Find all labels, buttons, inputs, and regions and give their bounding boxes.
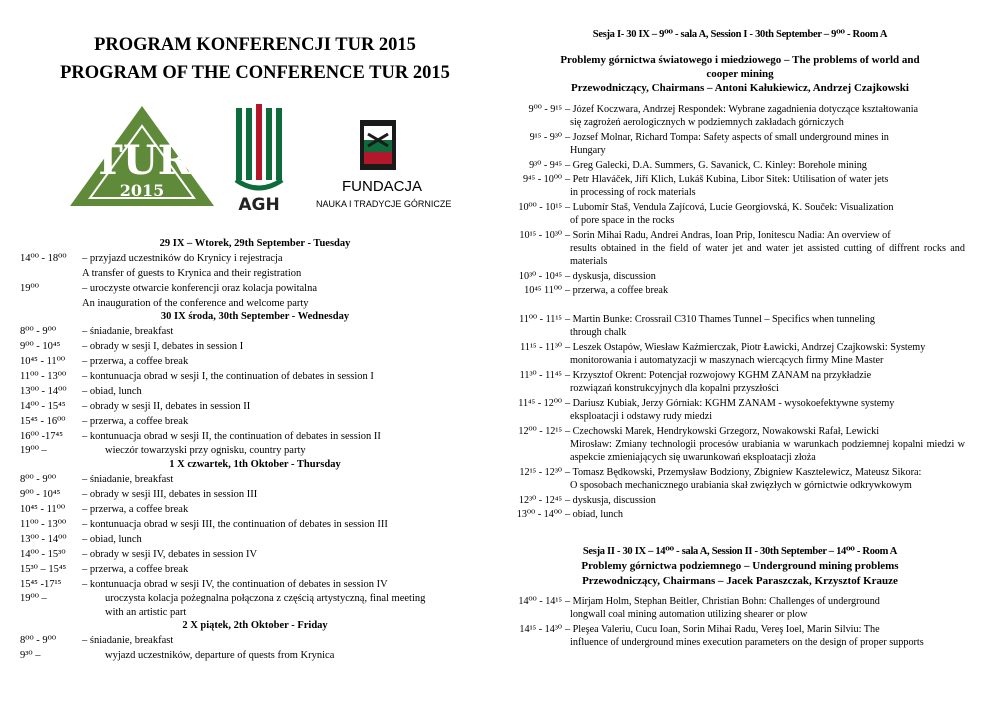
schedule-item: 10⁴⁵ - 11⁰⁰ – przerwa, a coffee break — [20, 356, 189, 367]
talk-time: 10¹⁵ - 10³⁰ — [519, 230, 562, 241]
schedule-item: 19⁰⁰ – uroczysta kolacja pożegnalna połączona z częścią artystyczną, final meeting — [20, 593, 426, 604]
talk-text: – Greg Galecki, D.A. Summers, G. Savanick, C. Kinley: Borehole mining — [565, 160, 867, 171]
talk-text-continued: monitorowania i automatyzacji w maszynach wiercących firmy Mine Master — [570, 355, 884, 367]
fundacja-logo-text: FUNDACJA — [342, 178, 423, 195]
talk-text-continued: in processing of rock materials — [570, 187, 696, 199]
session2-chairs: Przewodniczący, Chairmans – Jacek Paraszczak, Krzysztof Krauze — [582, 575, 898, 587]
schedule-item: 9³⁰ – wyjazd uczestników, departure of quests from Krynica — [20, 650, 335, 661]
talk-text: – Jozsef Molnar, Richard Tompa: Safety aspects of small underground mines in — [565, 132, 889, 143]
schedule-item: An inauguration of the conference and welcome party — [82, 298, 309, 309]
talk-entry — [510, 508, 965, 521]
talk-text: – Krzysztof Okrent: Potencjał rozwojowy KGHM ZANAM na przykładzie — [565, 370, 872, 381]
talk-text: – Sorin Mihai Radu, Andrei Andras, Ioan Prip, Ionitescu Nadia: An overview of — [565, 230, 891, 241]
day4-heading: 2 X piątek, 2th Oktober - Friday — [182, 620, 328, 631]
schedule-item: 16⁰⁰ -17⁴⁵ – kontunuacja obrad w sesji II, the continuation of debates in session II — [20, 431, 381, 442]
talk-entry — [510, 313, 965, 339]
talk-time: 13⁰⁰ - 14⁰⁰ — [516, 509, 562, 520]
talk-text-continued: O sposobach mechanicznego urabiania skał zwięzłych w górnictwie odkrywkowym — [570, 480, 912, 492]
program-title-pl: PROGRAM KONFERENCJI TUR 2015 — [94, 35, 416, 55]
talk-time: 11⁴⁵ - 12⁰⁰ — [518, 398, 562, 409]
talk-time: 14¹⁵ - 14³⁰ — [519, 624, 562, 635]
talk-time: 9⁴⁵ - 10⁰⁰ — [522, 174, 562, 185]
talk-text-continued: results obtained in the field of water jet and water jet assisted cutting of diffrent rocks and materials — [570, 243, 965, 268]
talk-entry — [510, 494, 965, 507]
talk-time: 10³⁰ - 10⁴⁵ — [518, 271, 562, 282]
talk-text: – Petr Hlaváček, Jiří Klich, Lukáš Kubina, Libor Sitek: Utilisation of water jets — [565, 174, 889, 185]
schedule-item: with an artistic part — [105, 607, 187, 618]
talk-entry — [510, 341, 965, 367]
talk-text: – Leszek Ostapów, Wiesław Kaźmierczak, Piotr Ławicki, Andrzej Czajkowski: Systemy — [565, 342, 926, 353]
session1-chairs: Przewodniczący, Chairmans – Antoni Kałukiewicz, Andrzej Czajkowski — [571, 82, 909, 94]
talk-entry — [510, 369, 965, 395]
talk-text: – Józef Koczwara, Andrzej Respondek: Wybrane zagadnienia dotyczące kształtowania — [565, 104, 919, 115]
tur-logo-text: TUR — [93, 137, 191, 184]
talk-text-continued: through chalk — [570, 327, 627, 339]
talk-time: 10⁴⁵ 11⁰⁰ — [524, 285, 562, 296]
talk-text: – Czechowski Marek, Hendrykowski Grzegorz, Nowakowski Rafał, Lewicki — [565, 426, 880, 437]
schedule-item: 19⁰⁰ – wieczór towarzyski przy ognisku, country party — [20, 445, 306, 456]
schedule-item: 9⁰⁰ - 10⁴⁵ – obrady w sesji III, debates in session III — [20, 489, 258, 500]
session2-topic: Problemy górnictwa podziemnego – Underground mining problems — [581, 560, 899, 572]
schedule-item: A transfer of guests to Krynica and their registration — [82, 268, 302, 279]
agh-logo — [232, 104, 292, 214]
talk-text: – Mirjam Holm, Stephan Beitler, Christian Bohn: Challenges of underground — [565, 596, 880, 607]
session2-header: Sesja II - 30 IX – 14⁰⁰ - sala A, Session II - 30th September – 14⁰⁰ - Room A — [582, 546, 898, 557]
schedule-item: 15⁴⁵ -17¹⁵ – kontunuacja obrad w sesji IV, the continuation of debates in session IV — [20, 579, 388, 590]
tur-logo — [68, 104, 216, 208]
talk-text-continued: się zagrożeń aerologicznych w podziemnych zakładach górniczych — [570, 117, 844, 129]
talk-time: 11¹⁵ - 11³⁰ — [520, 342, 562, 353]
talk-entry — [510, 425, 965, 465]
fundacja-logo — [358, 118, 398, 174]
talk-entry — [510, 131, 965, 157]
session1-header: Sesja I- 30 IX – 9⁰⁰ - sala A, Session I - 30th September – 9⁰⁰ - Room A — [592, 29, 888, 40]
schedule-item: 15⁴⁵ - 16⁰⁰ – przerwa, a coffee break — [20, 416, 189, 427]
talk-text: – Dariusz Kubiak, Jerzy Górniak: KGHM ZANAM - wysokoefektywne systemy — [565, 398, 895, 409]
schedule-item: 10⁴⁵ - 11⁰⁰ – przerwa, a coffee break — [20, 504, 189, 515]
talk-text-continued: eksploatacji i odstawy rudy miedzi — [570, 411, 713, 423]
schedule-item: 11⁰⁰ - 13⁰⁰ – kontunuacja obrad w sesji III, the continuation of debates in session III — [20, 519, 388, 530]
talk-text-continued: of pore space in the rocks — [570, 215, 675, 227]
talk-entry — [510, 173, 965, 199]
talk-entry — [510, 466, 965, 492]
talk-time: 11³⁰ - 11⁴⁵ — [519, 370, 562, 381]
fundacja-logo-subtitle: NAUKA I TRADYCJE GÓRNICZE — [316, 199, 452, 209]
talk-time: 12¹⁵ - 12³⁰ — [519, 467, 562, 478]
schedule-item: 15³⁰ – 15⁴⁵ – przerwa, a coffee break — [20, 564, 189, 575]
day3-heading: 1 X czwartek, 1th Oktober - Thursday — [169, 459, 341, 470]
talk-text-continued: rozwiązań konstrukcyjnych dla kopalni przyszłości — [570, 383, 779, 395]
talk-text: – Martin Bunke: Crossrail C310 Thames Tunnel – Specifics when tunneling — [565, 314, 875, 325]
talk-entry — [510, 623, 965, 649]
talk-text-continued: Mirosław: Zmiany technologii procesów urabiania w warunkach podziemnej kopalni miedzi w aspekcie zmieniających się uwarunkowań eksploatacji złoża — [570, 439, 965, 464]
talk-time: 9¹⁵ - 9³⁰ — [529, 132, 562, 143]
schedule-item: 8⁰⁰ - 9⁰⁰ – śniadanie, breakfast — [20, 635, 174, 646]
talk-text: – obiad, lunch — [565, 509, 624, 520]
talk-entry — [510, 270, 965, 283]
day2-heading: 30 IX środa, 30th September - Wednesday — [160, 311, 350, 322]
talk-text-continued: influence of underground mines execution parameters on the design of proper supports — [570, 637, 924, 649]
schedule-item: 8⁰⁰ - 9⁰⁰ – śniadanie, breakfast — [20, 474, 174, 485]
talk-entry — [510, 284, 965, 297]
talk-text-continued: Hungary — [570, 145, 606, 157]
talk-time: 9³⁰ - 9⁴⁵ — [529, 160, 562, 171]
talk-time: 10⁰⁰ - 10¹⁵ — [518, 202, 562, 213]
talk-text-continued: longwall coal mining automation utilizing shearer or plow — [570, 609, 808, 621]
schedule-item: 13⁰⁰ - 14⁰⁰ – obiad, lunch — [20, 534, 142, 545]
agh-logo-text: AGH — [238, 195, 280, 214]
talk-entry — [510, 103, 965, 129]
talk-entry — [510, 229, 965, 269]
schedule-item: 14⁰⁰ - 15³⁰ – obrady w sesji IV, debates in session IV — [20, 549, 258, 560]
talk-time: 14⁰⁰ - 14¹⁵ — [518, 596, 562, 607]
talk-text: – dyskusja, discussion — [565, 271, 656, 282]
talk-time: 12³⁰ - 12⁴⁵ — [518, 495, 562, 506]
tur-logo-year: 2015 — [119, 181, 165, 200]
logos-row — [20, 104, 490, 220]
session1-topic: Problemy górnictwa światowego i miedziowego – The problems of world and cooper mining — [560, 54, 920, 80]
talk-text: – dyskusja, discussion — [565, 495, 656, 506]
schedule-item: 14⁰⁰ - 15⁴⁵ – obrady w sesji II, debates in session II — [20, 401, 251, 412]
talk-time: 11⁰⁰ - 11¹⁵ — [519, 314, 562, 325]
schedule-item: 8⁰⁰ - 9⁰⁰ – śniadanie, breakfast — [20, 326, 174, 337]
talk-entry — [510, 159, 965, 172]
talk-text: – Lubomír Staš, Vendula Zajícová, Lucie Georgiovská, K. Souček: Visualization — [565, 202, 894, 213]
schedule-item: 9⁰⁰ - 10⁴⁵ – obrady w sesji I, debates in session I — [20, 341, 244, 352]
program-title-en: PROGRAM OF THE CONFERENCE TUR 2015 — [60, 63, 450, 83]
schedule-item: 11⁰⁰ - 13⁰⁰ – kontunuacja obrad w sesji I, the continuation of debates in session I — [20, 371, 374, 382]
day1-heading: 29 IX – Wtorek, 29th September - Tuesday — [159, 238, 351, 249]
talk-text: – Tomasz Będkowski, Przemysław Bodziony, Zbigniew Kasztelewicz, Mateusz Sikora: — [565, 467, 922, 478]
talk-time: 12⁰⁰ - 12¹⁵ — [518, 426, 562, 437]
schedule-item: 13⁰⁰ - 14⁰⁰ – obiad, lunch — [20, 386, 142, 397]
talk-entry — [510, 595, 965, 621]
talk-time: 9⁰⁰ - 9¹⁵ — [528, 104, 562, 115]
schedule-item: 14⁰⁰ - 18⁰⁰ – przyjazd uczestników do Krynicy i rejestracja — [20, 253, 283, 264]
talk-text: – Pleşea Valeriu, Cucu Ioan, Sorin Mihai Radu, Vereş Ioel, Marin Silviu: The — [565, 624, 880, 635]
talk-entry — [510, 201, 965, 227]
talk-text: – przerwa, a coffee break — [565, 285, 669, 296]
schedule-item: 19⁰⁰ – uroczyste otwarcie konferencji oraz kolacja powitalna — [20, 283, 317, 294]
talk-entry — [510, 397, 965, 423]
